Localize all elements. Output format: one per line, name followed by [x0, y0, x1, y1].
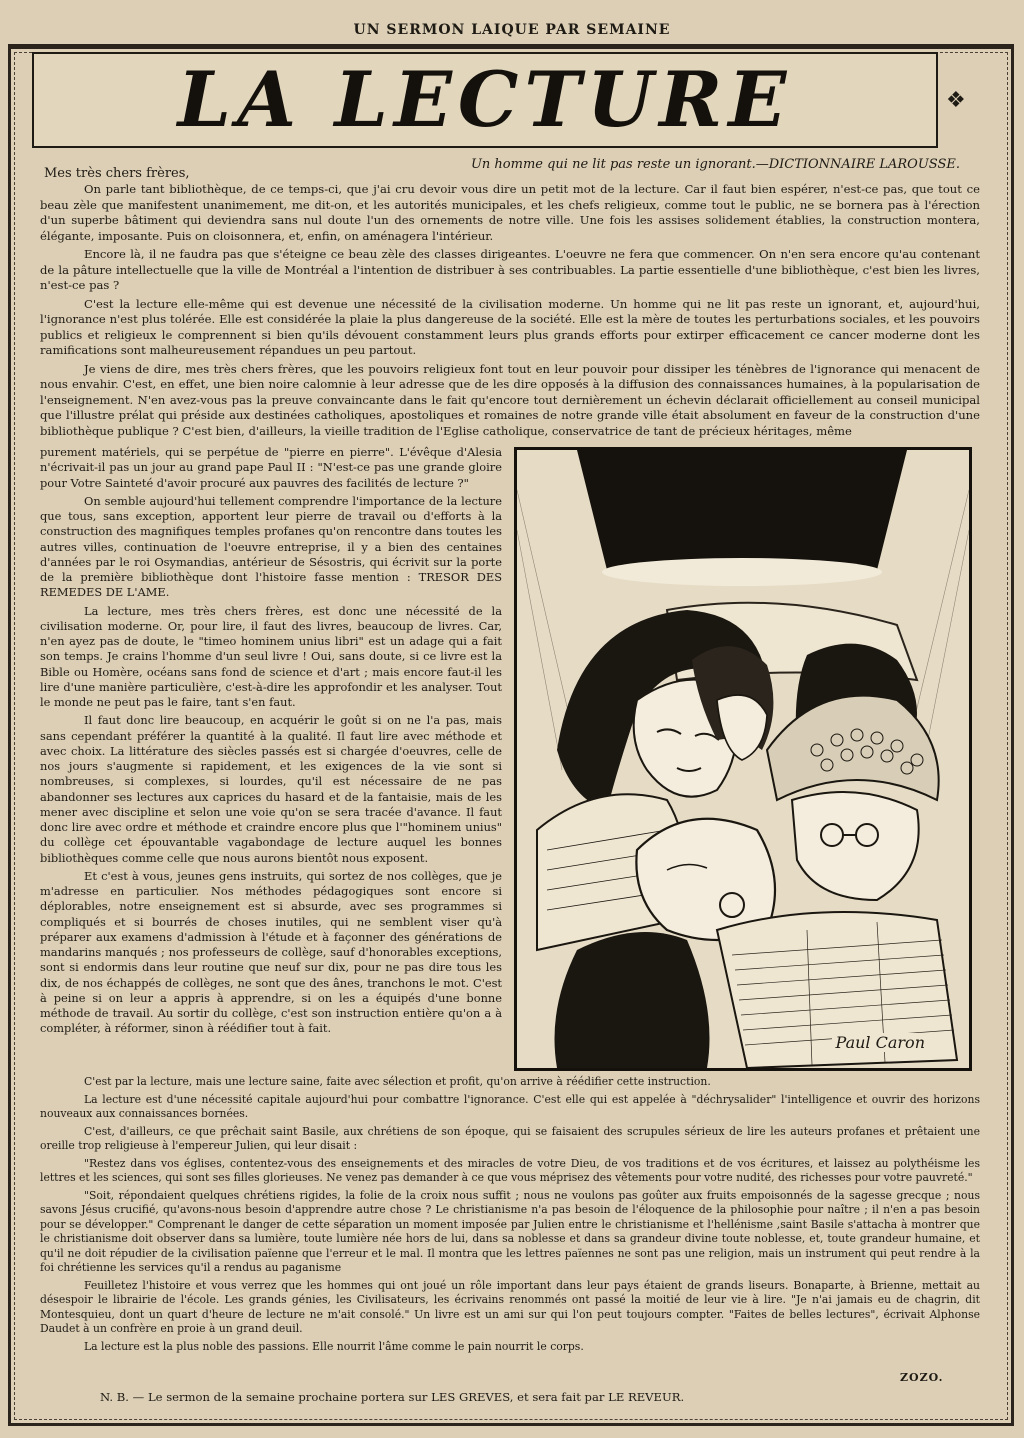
- paragraph: Feuilletez l'histoire et vous verrez que les hommes qui ont joué un rôle important dans leur pays étaient de grands liseurs. Bonaparte, à Brienne, mettait au désespoir le librairie de l'école. Les grands génies, les Civilisateurs, les écrivains renommés ont passé la moitié de leur vie à lire. "Je n'ai jamais eu de chagrin, dit Montesquieu, dont un quart d'heure de lecture ne m'ait consolé." Un livre est un ami sur qui l'on peut toujours compter. "Faites de belles lectures", écrivait Alphonse Daudet à un confrère en proie à un grand deuil.: [40, 1278, 980, 1335]
- paragraph: Encore là, il ne faudra pas que s'éteigne ce beau zèle des classes dirigeantes. L'oeuvre ne fera que commencer. On n'en sera encore qu'au contenant de la pâture intellectuelle que la ville de Montréal a l'intention de distribuer à ses contribuables. La partie essentielle d'une bibliothèque, c'est bien les livres, n'est-ce pas ?: [40, 247, 980, 292]
- paragraph: C'est la lecture elle-même qui est devenue une nécessité de la civilisation moderne. Un homme qui ne lit pas reste un ignorant, et, aujourd'hui, l'ignorance n'est plus tolérée. Elle est considérée la plaie la plus dangereuse de la société. Elle est la mère de toutes les perturbations sociales, et les pouvoirs publics et religieux le comprennent si bien qu'ils dévouent constamment leurs plus grands efforts pour extirper efficacement ce cancer moderne dont les ramifications sont malheureusement répandues un peu partout.: [40, 296, 980, 357]
- paragraph: "Restez dans vos églises, contentez-vous des enseignements et des miracles de votre Dieu, de vos traditions et de vos écritures, et laissez au polythéisme les lettres et les sciences, qui sont ses filles glorieuses. Ne venez pas demander à ce que vous méprisez des vêtements pour votre nudité, des richesses pour votre pauvreté.": [40, 1156, 980, 1184]
- body-text-top: [40, 182, 980, 439]
- paragraph: "Soit, répondaient quelques chrétiens rigides, la folie de la croix nous suffit ; nous ne voulons pas goûter aux fruits empoisonnés de la sagesse grecque ; nous savons Jésus crucifié, qu'avons-nous besoin d'apprendre autre chose ? Le christianisme n'a pas besoin de l'éloquence de la philosophie pour naître ; il n'en a pas besoin pour se développer." Comprenant le danger de cette séparation un moment imposée par Julien entre le christianisme et l'hellénisme ,saint Basile s'attacha à montrer que le christianisme doit observer dans sa lumière, toute lumière née hors de lui, dans sa noblesse et dans sa grandeur divine toute noblesse, et, toute grandeur humaine, et qu'il ne doit répudier de la civilisation païenne que l'erreur et le mal. Il montra que les lettres païennes ne sont pas une religion, mais un instrument qui peut rendre à la foi chrétienne les services qu'il a rendus au paganisme: [40, 1188, 980, 1274]
- family-reading-illustration: [514, 447, 972, 1071]
- artist-signature: Paul Caron: [832, 1033, 929, 1052]
- paragraph: On semble aujourd'hui tellement comprendre l'importance de la lecture que tous, sans exception, apportent leur pierre de travail ou d'efforts à la construction des magnifiques temples profanes qu'on rencontre dans toutes les autres villes, continuation de l'oeuvre entreprise, il y a bien des centaines d'années par le roi Osymandias, antérieur de Sésostris, qui écrivit sur la porte de la première bibliothèque dont l'histoire fasse mention : TRESOR DES REMEDES DE L'AME.: [40, 493, 502, 600]
- ornament-icon: ❖: [946, 88, 966, 113]
- paragraph: purement matériels, qui se perpétue de "pierre en pierre". L'évêque d'Alesia n'écrivait-il pas un jour au grand pape Paul II : "N'est-ce pas une grande gloire pour Votre Sainteté d'avoir procuré aux pauvres des facilités de lecture ?": [40, 445, 502, 490]
- paragraph: On parle tant bibliothèque, de ce temps-ci, que j'ai cru devoir vous dire un petit mot de la lecture. Car il faut bien espérer, n'est-ce pas, que tout ce beau zèle que manifestent unanimement, me dit-on, et les autorités municipales, et les chefs religieux, comme tout le public, ne se bornera pas à l'érection d'un superbe bâtiment qui deviendra sans nul doute l'un des ornements de notre ville. Une fois les assises solidement établies, la construction montera, élégante, imposante. Puis on cloisonnera, et, enfin, on aménagera l'intérieur.: [40, 182, 980, 243]
- paragraph: La lecture est la plus noble des passions. Elle nourrit l'âme comme le pain nourrit le corps.: [84, 1339, 584, 1353]
- illustration-drawing: [517, 450, 969, 1068]
- paragraph: Je viens de dire, mes très chers frères, que les pouvoirs religieux font tout en leur pouvoir pour dissiper les ténèbres de l'ignorance qui menacent de nous envahir. C'est, en effet, une bien noire calomnie à leur adresse que de les dire opposés à la diffusion des connaissances humaines, à la popularisation de l'enseignement. N'en avez-vous pas la preuve convaincante dans le fait qu'encore tout dernièrement un échevin déclarait officiellement au conseil municipal que l'illustre prélat qui préside aux destinées catholiques, apostoliques et romaines de notre grande ville était absolument en faveur de la construction d'une bibliothèque publique ? C'est bien, d'ailleurs, la vieille tradition de l'Eglise catholique, conservatrice de tant de précieux héritages, même: [40, 361, 980, 438]
- epigraph: Un homme qui ne lit pas reste un ignorant.—DICTIONNAIRE LAROUSSE.: [470, 157, 960, 172]
- kicker: UN SERMON LAIQUE PAR SEMAINE: [353, 22, 671, 38]
- paragraph: C'est, d'ailleurs, ce que prêchait saint Basile, aux chrétiens de son époque, qui se faisaient des scrupules sérieux de lire les auteurs profanes et prêtaient une oreille trop religieuse à l'empereur Julien, qui leur disait :: [40, 1124, 980, 1152]
- nota-bene: N. B. — Le sermon de la semaine prochaine portera sur LES GREVES, et sera fait par LE REVEUR.: [100, 1390, 685, 1404]
- paragraph: La lecture, mes très chers frères, est donc une nécessité de la civilisation moderne. Or, pour lire, il faut des livres, beaucoup de livres. Car, n'en ayez pas de doute, le "timeo hominem unius libri" est un adage qui a fait son temps. Je crains l'homme d'un seul livre ! Oui, sans doute, si ce livre est la Bible ou Homère, océans sans fond de science et d'art ; mais encore faut-il les lire d'une manière particulière, c'est-à-dire les approfondir et les analyser. Tout le monde ne peut pas le faire, tant s'en faut.: [40, 603, 502, 709]
- page-title: LA LECTURE: [177, 55, 793, 144]
- author-signature: ZOZO.: [900, 1371, 944, 1384]
- body-text-left-column: [40, 445, 502, 1037]
- paragraph: Et c'est à vous, jeunes gens instruits, qui sortez de nos collèges, que je m'adresse en particulier. Nos méthodes pédagogiques sont encore si déplorables, notre enseignement est si absurde, avec ses programmes si compliqués et si bourrés de choses inutiles, qui ne semblent viser qu'à préparer aux examens d'admission à l'étude et à façonner des générations de mandarins manqués ; nos professeurs de collège, sauf d'honorables exceptions, sont si endormis dans leur routine que neuf sur dix, pour ne pas dire tous les dix, de nos échappés de collèges, ne sont que des ânes, tranchons le mot. C'est à peine si on leur a appris à apprendre, si on les a équipés d'une bonne méthode de travail. Au sortir du collège, c'est son instruction entière qu'on a à compléter, à réformer, sinon à réédifier tout à fait.: [40, 868, 502, 1036]
- paragraph: La lecture est d'une nécessité capitale aujourd'hui pour combattre l'ignorance. C'est elle qui est appelée à "déchrysalider" l'intelligence et ouvrir des horizons nouveaux aux connaissances bornées.: [40, 1092, 980, 1120]
- paragraph: C'est par la lecture, mais une lecture saine, faite avec sélection et profit, qu'on arrive à réédifier cette instruction.: [84, 1075, 711, 1088]
- paragraph: Il faut donc lire beaucoup, en acquérir le goût si on ne l'a pas, mais sans cependant préférer la quantité à la qualité. Il faut lire avec méthode et avec choix. La littérature des siècles passés est si chargée d'oeuvres, celle de nos jours s'augmente si rapidement, et les exigences de la vie sont si nombreuses, si complexes, si lourdes, qu'il est nécessaire de ne pas abandonner ses lectures aux caprices du hasard et de la fantaisie, mais de les mener avec discipline et selon une voie qu'on se sera tracée d'avance. Il faut donc lire avec ordre et méthode et craindre encore plus que l'"hominem unius" du collège cet épouvantable vagabondage de lecture auquel les bonnes bibliothèques comme celle que nous aurons bientôt nous exposent.: [40, 713, 502, 865]
- body-text-bottom: [40, 1075, 980, 1354]
- salutation: Mes très chers frères,: [44, 166, 190, 181]
